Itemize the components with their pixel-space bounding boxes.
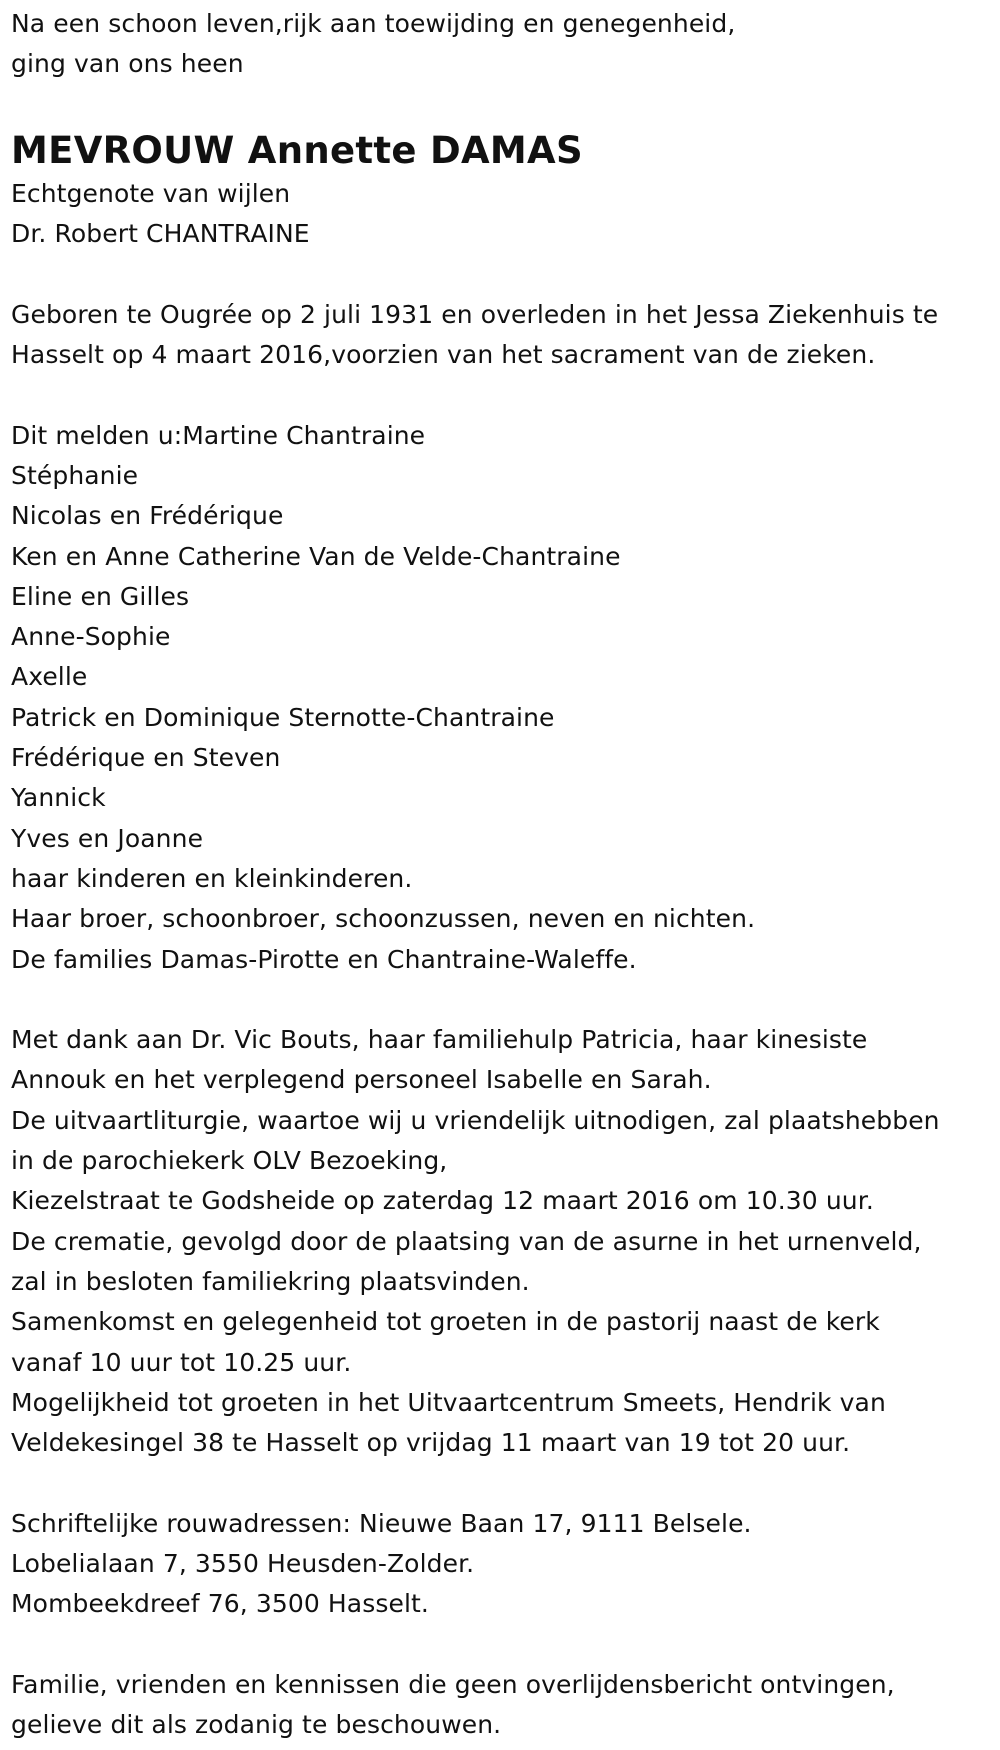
family-line: De families Damas-Pirotte en Chantraine-Waleffe. [11,944,637,974]
address-line: Lobelialaan 7, 3550 Heusden-Zolder. [11,1548,475,1578]
ceremony-line: Samenkomst en gelegenheid tot groeten in de pastorij naast de kerk [11,1307,880,1337]
opening-line: ging van ons heen [11,49,244,79]
family-line: Ken en Anne Catherine Van de Velde-Chantraine [11,541,621,571]
ceremony-line: in de parochiekerk OLV Bezoeking, [11,1146,448,1176]
paragraph-gap [11,85,1000,125]
birth-death-line: Geboren te Ougrée op 2 juli 1931 en overleden in het Jessa Ziekenhuis te [11,299,939,329]
ceremony-line: Kiezelstraat te Godsheide op zaterdag 12 maart 2016 om 10.30 uur. [11,1186,874,1216]
address-line: Schriftelijke rouwadressen: Nieuwe Baan 17, 9111 Belsele. [11,1508,752,1538]
ceremony-line: Mogelijkheid tot groeten in het Uitvaartcentrum Smeets, Hendrik van [11,1387,886,1417]
family-line: Nicolas en Frédérique [11,501,284,531]
paragraph-gap [11,375,1000,415]
opening-line: Na een schoon leven,rijk aan toewijding en genegenheid, [11,9,736,38]
paragraph-gap [11,1463,1000,1503]
paragraph-gap [11,1625,1000,1665]
paragraph-gap [11,980,1000,1020]
ceremony-line: De uitvaartliturgie, waartoe wij u vriendelijk uitnodigen, zal plaatshebben [11,1105,940,1135]
family-line: Yannick [11,783,106,813]
ceremony-line: zal in besloten familiekring plaatsvinden. [11,1266,530,1296]
family-line: Dit melden u:Martine Chantraine [11,420,426,450]
family-line: Eline en Gilles [11,581,190,611]
spouse-line: Dr. Robert CHANTRAINE [11,219,310,249]
address-line: Mombeekdreef 76, 3500 Hasselt. [11,1589,429,1619]
family-line: Haar broer, schoonbroer, schoonzussen, neven en nichten. [11,904,756,934]
family-line: Yves en Joanne [11,823,204,853]
closing-line: Familie, vrienden en kennissen die geen overlijdensbericht ontvingen, [11,1669,895,1699]
family-line: Stéphanie [11,460,139,490]
ceremony-line: Met dank aan Dr. Vic Bouts, haar familiehulp Patricia, haar kinesiste [11,1025,868,1055]
family-line: Patrick en Dominique Sternotte-Chantraine [11,702,555,732]
family-line: Frédérique en Steven [11,743,281,773]
closing-line: gelieve dit als zodanig te beschouwen. [11,1710,502,1740]
family-line: Anne-Sophie [11,622,171,652]
family-line: Axelle [11,662,88,692]
paragraph-gap [11,254,1000,294]
deceased-name: MEVROUW Annette DAMAS [11,128,583,172]
spouse-line: Echtgenote van wijlen [11,178,291,208]
ceremony-line: De crematie, gevolgd door de plaatsing van de asurne in het urnenveld, [11,1226,922,1256]
ceremony-line: Annouk en het verplegend personeel Isabelle en Sarah. [11,1065,712,1095]
family-line: haar kinderen en kleinkinderen. [11,863,413,893]
ceremony-line: vanaf 10 uur tot 10.25 uur. [11,1347,352,1377]
ceremony-line: Veldekesingel 38 te Hasselt op vrijdag 11 maart van 19 tot 20 uur. [11,1428,851,1458]
birth-death-line: Hasselt op 4 maart 2016,voorzien van het sacrament van de zieken. [11,340,876,370]
